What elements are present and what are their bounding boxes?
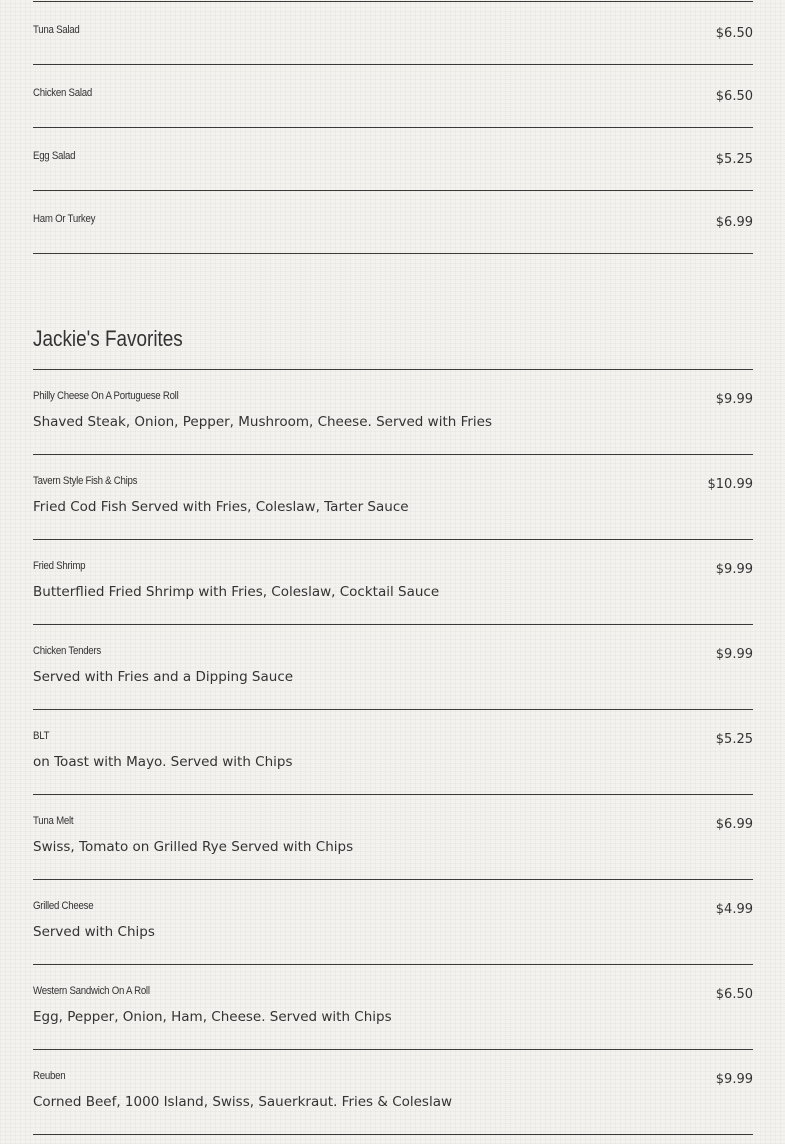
menu-item-name: Reuben xyxy=(33,1070,66,1082)
menu-item-name: Ham Or Turkey xyxy=(33,213,96,225)
menu xyxy=(33,1,753,1135)
menu-item-name: Western Sandwich On A Roll xyxy=(33,985,150,997)
menu-item-name: Philly Cheese On A Portuguese Roll xyxy=(33,390,179,402)
menu-item-price: $6.50 xyxy=(715,26,753,41)
menu-item-description: Served with Fries and a Dipping Sauce xyxy=(33,669,294,685)
menu-item-description: Served with Chips xyxy=(33,924,155,940)
menu-item-description: Shaved Steak, Onion, Pepper, Mushroom, Cheese. Served with Fries xyxy=(33,414,493,430)
menu-item-name: Tuna Melt xyxy=(33,815,74,827)
menu-item-name: BLT xyxy=(33,730,50,742)
section-spacer xyxy=(33,254,753,320)
menu-item-name: Fried Shrimp xyxy=(33,560,86,572)
menu-item-name: Chicken Salad xyxy=(33,87,92,99)
menu-item xyxy=(33,710,753,795)
section-title xyxy=(33,320,753,369)
menu-item-description: on Toast with Mayo. Served with Chips xyxy=(33,754,293,770)
menu-item xyxy=(33,128,753,191)
menu-item-description: Corned Beef, 1000 Island, Swiss, Sauerkraut. Fries & Coleslaw xyxy=(33,1094,453,1110)
menu-item xyxy=(33,625,753,710)
menu-item xyxy=(33,965,753,1050)
menu-item xyxy=(33,2,753,65)
menu-item xyxy=(33,795,753,880)
menu-item-price: $6.99 xyxy=(715,817,753,832)
menu-item xyxy=(33,455,753,540)
menu-item-price: $9.99 xyxy=(715,392,753,407)
menu-item-price: $10.99 xyxy=(707,477,753,492)
menu-item-price: $6.99 xyxy=(715,215,753,230)
menu-item-price: $6.50 xyxy=(715,89,753,104)
menu-item-price: $5.25 xyxy=(715,152,753,167)
menu-item-price: $9.99 xyxy=(715,1072,753,1087)
menu-item-price: $9.99 xyxy=(715,562,753,577)
menu-item-price: $6.50 xyxy=(715,987,753,1002)
menu-item-price: $4.99 xyxy=(715,902,753,917)
menu-item xyxy=(33,880,753,965)
menu-item-description: Butterflied Fried Shrimp with Fries, Coleslaw, Cocktail Sauce xyxy=(33,584,440,600)
menu-item xyxy=(33,1050,753,1135)
menu-item-name: Tavern Style Fish & Chips xyxy=(33,475,138,487)
menu-item xyxy=(33,65,753,128)
menu-item xyxy=(33,540,753,625)
section-title-text: Jackie's Favorites xyxy=(33,326,183,351)
menu-item-name: Chicken Tenders xyxy=(33,645,101,657)
menu-item-description: Egg, Pepper, Onion, Ham, Cheese. Served with Chips xyxy=(33,1009,392,1025)
menu-item-name: Grilled Cheese xyxy=(33,900,94,912)
menu-item-name: Tuna Salad xyxy=(33,24,80,36)
menu-item xyxy=(33,191,753,254)
menu-item-price: $5.25 xyxy=(715,732,753,747)
menu-item-price: $9.99 xyxy=(715,647,753,662)
menu-item-name: Egg Salad xyxy=(33,150,76,162)
menu-item-description: Fried Cod Fish Served with Fries, Coleslaw, Tarter Sauce xyxy=(33,499,409,515)
menu-item-description: Swiss, Tomato on Grilled Rye Served with Chips xyxy=(33,839,354,855)
menu-item xyxy=(33,370,753,455)
